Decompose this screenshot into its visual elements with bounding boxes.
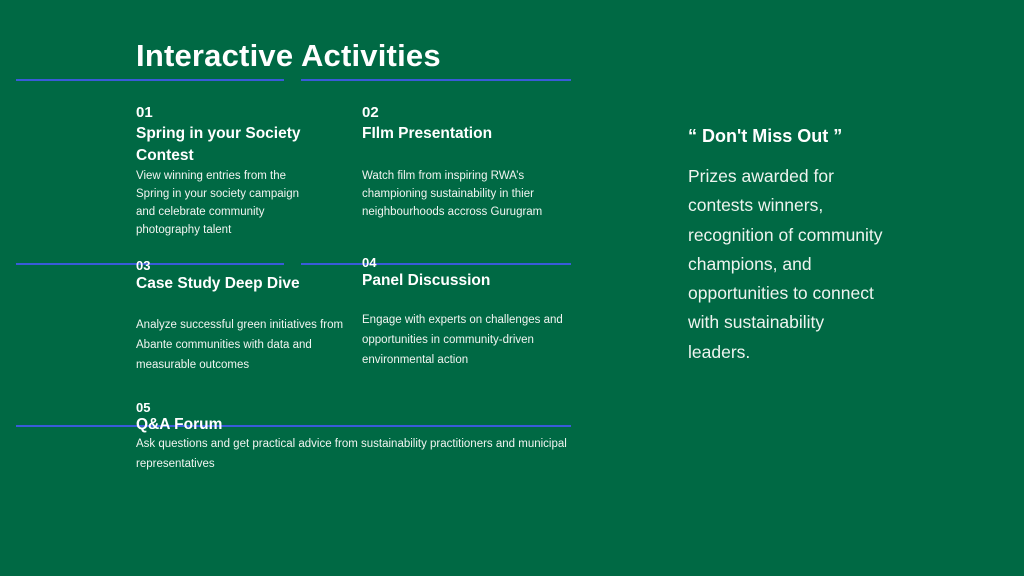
- activity-description: Ask questions and get practical advice from sustainability practitioners and municipal representatives: [136, 438, 567, 470]
- activity-number: 03: [136, 258, 151, 273]
- divider-line: [301, 79, 571, 81]
- activity-number: 04: [362, 255, 377, 270]
- activity-heading: FIlm Presentation: [362, 125, 493, 142]
- activity-description: View winning entries from the Spring in your society campaign and celebrate community photography talent: [136, 170, 299, 236]
- activity-card-04: [362, 255, 567, 370]
- activity-card-02: [362, 104, 562, 221]
- activity-description: Watch film from inspiring RWA’s championing sustainability in thier neighbourhoods accross Gurugram: [362, 170, 543, 218]
- activity-heading: Panel Discussion: [362, 272, 491, 289]
- activity-description: Analyze successful green initiatives from Abante communities with data and measurable outcomes: [136, 319, 344, 371]
- activity-card-03: [136, 258, 351, 375]
- activity-card-05: [136, 400, 581, 474]
- activity-card-01: [136, 104, 316, 239]
- activity-description: Engage with experts on challenges and opportunities in community-driven environmental action: [362, 314, 563, 366]
- activity-heading: Spring in your Society Contest: [136, 125, 301, 164]
- divider-line: [16, 79, 284, 81]
- activity-heading: Case Study Deep Dive: [136, 275, 300, 292]
- page-title: Interactive Activities: [136, 38, 441, 73]
- activity-number: 01: [136, 104, 153, 121]
- activity-number: 02: [362, 104, 379, 121]
- aside-title: “ Don't Miss Out ”: [688, 126, 843, 146]
- activity-number: 05: [136, 400, 151, 415]
- activity-heading: Q&A Forum: [136, 416, 223, 433]
- aside-text: Prizes awarded for contests winners, recognition of community champions, and opportunities to connect with sustainability leaders.: [688, 166, 883, 362]
